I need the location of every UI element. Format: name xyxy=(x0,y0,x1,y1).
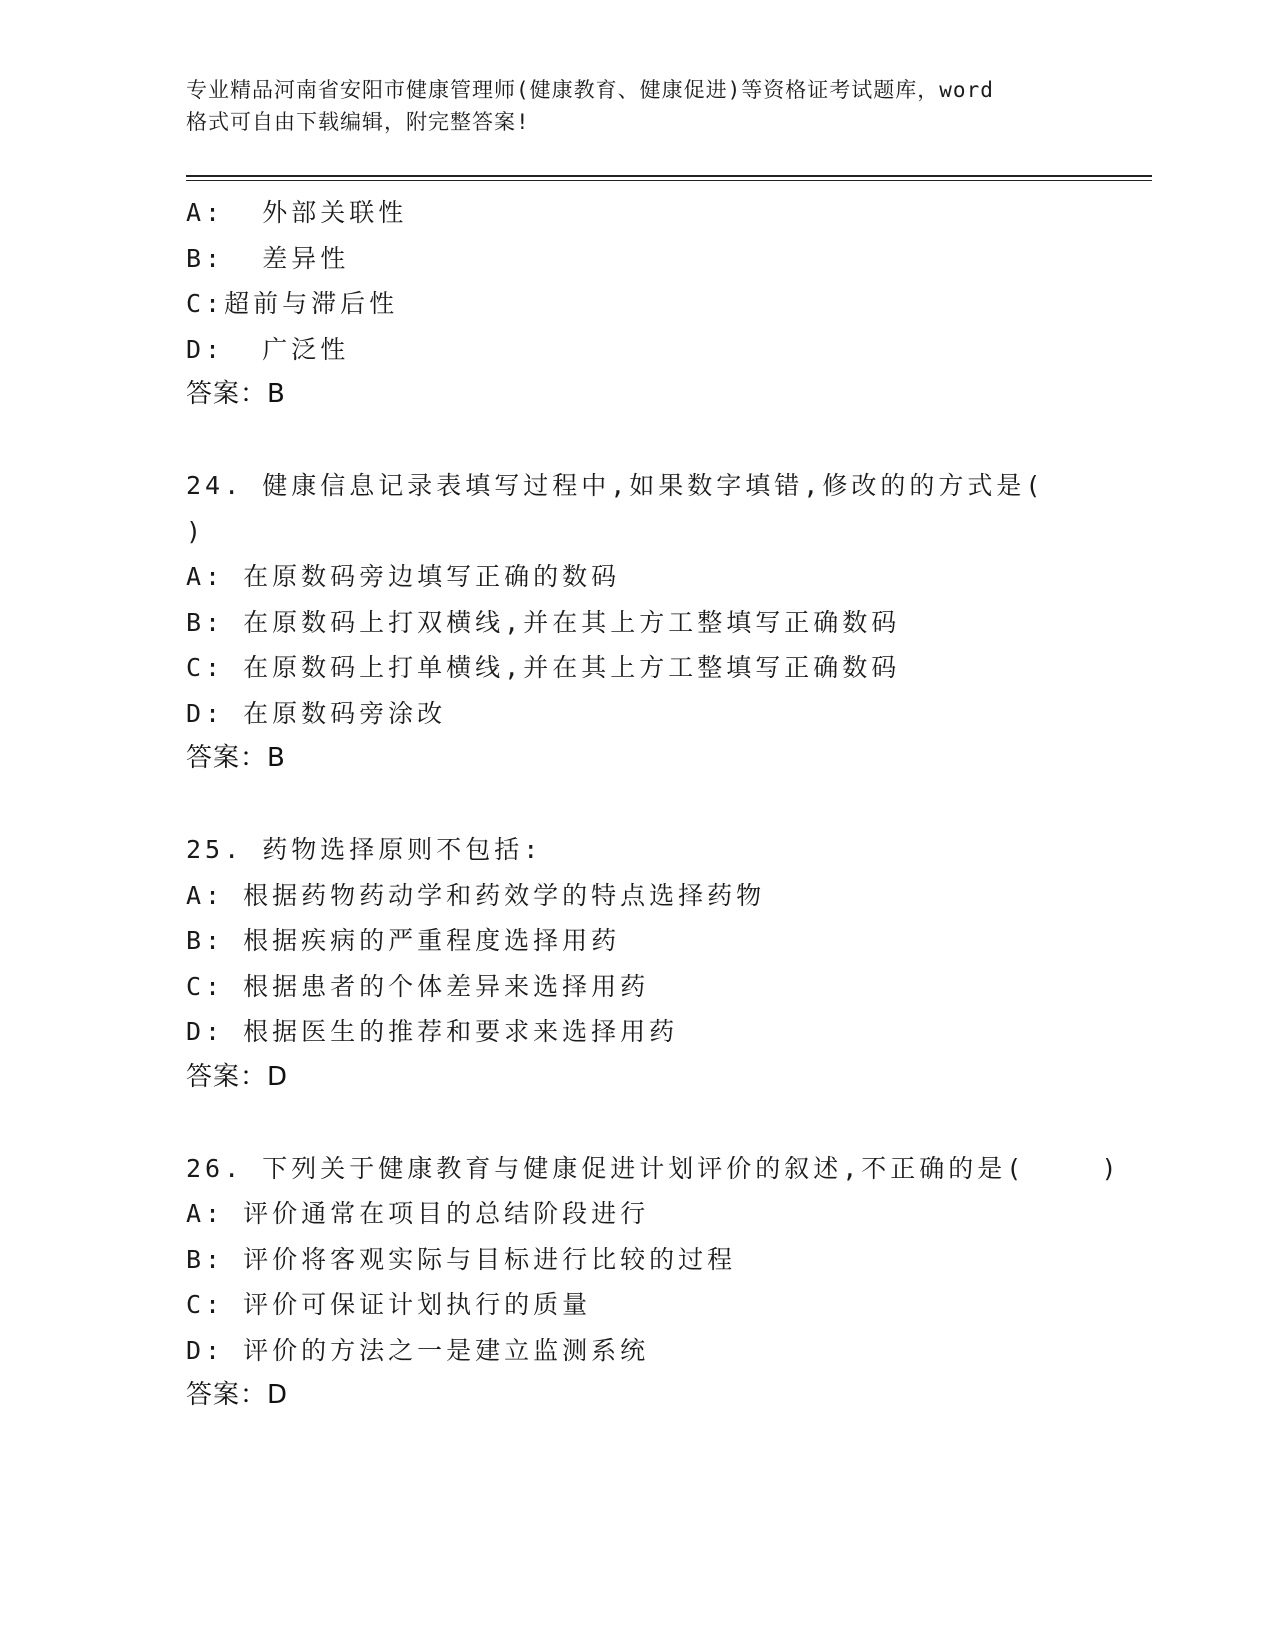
option-text: 外部关联性 xyxy=(224,198,408,227)
option-b xyxy=(186,918,1126,964)
option-d xyxy=(186,1009,1126,1055)
option-text: 根据患者的个体差异来选择用药 xyxy=(243,971,650,1001)
answer-line: 答案：B xyxy=(186,379,286,409)
option-d xyxy=(186,327,1126,373)
option-b xyxy=(186,236,1126,282)
question-stem xyxy=(186,827,1126,873)
spacer xyxy=(186,782,1126,828)
question-stem xyxy=(186,463,1126,509)
question-25 xyxy=(186,827,1126,1100)
option-c xyxy=(186,281,1126,327)
question-24 xyxy=(186,463,1126,782)
option-text: 评价可保证计划执行的质量 xyxy=(243,1290,592,1319)
option-letter: D: xyxy=(186,1017,225,1046)
option-c xyxy=(186,645,1126,691)
header-rule-thick xyxy=(186,175,1152,177)
option-letter: A: xyxy=(186,880,225,910)
option-letter: D: xyxy=(186,698,225,728)
answer-line: 答案：D xyxy=(186,1061,289,1092)
question-23 xyxy=(186,190,1126,418)
spacer xyxy=(186,1100,1126,1146)
option-letter: C: xyxy=(186,289,225,318)
question-stem-text: 下列关于健康教育与健康促进计划评价的叙述,不正确的是( ) xyxy=(262,1153,1121,1183)
answer-line: 答案：D xyxy=(186,1380,289,1410)
question-number: 24. xyxy=(186,471,244,500)
question-stem-text: 药物选择原则不包括: xyxy=(262,835,543,864)
answer-line: 答案：B xyxy=(186,743,286,773)
spacer xyxy=(186,418,1126,464)
question-number: 26. xyxy=(186,1153,244,1183)
option-text: 在原数码旁涂改 xyxy=(243,698,447,728)
question-stem xyxy=(186,1146,1126,1192)
option-text: 在原数码旁边填写正确的数码 xyxy=(243,562,621,591)
option-letter: A: xyxy=(186,1199,225,1228)
option-a xyxy=(186,554,1126,600)
question-stem-continued: ) xyxy=(186,516,206,546)
document-header xyxy=(186,74,1086,138)
option-letter: B: xyxy=(186,1244,225,1274)
option-d xyxy=(186,1328,1126,1374)
option-letter: C: xyxy=(186,971,225,1001)
header-line-2: 格式可自由下载编辑，附完整答案! xyxy=(186,110,530,134)
option-text: 评价的方法之一是建立监测系统 xyxy=(243,1335,650,1365)
option-text: 评价将客观实际与目标进行比较的过程 xyxy=(243,1244,737,1274)
option-text: 评价通常在项目的总结阶段进行 xyxy=(243,1199,650,1228)
option-c xyxy=(186,1282,1126,1328)
option-letter: B: xyxy=(186,607,225,637)
header-rule-thin xyxy=(186,180,1152,181)
option-letter: A: xyxy=(186,198,225,227)
option-d xyxy=(186,691,1126,737)
option-text: 根据医生的推荐和要求来选择用药 xyxy=(243,1017,679,1046)
option-letter: C: xyxy=(186,653,225,682)
option-text: 根据疾病的严重程度选择用药 xyxy=(243,926,621,955)
option-text: 超前与滞后性 xyxy=(224,289,399,318)
option-text: 在原数码上打双横线,并在其上方工整填写正确数码 xyxy=(243,607,901,637)
option-letter: A: xyxy=(186,562,225,591)
option-b xyxy=(186,1237,1126,1283)
question-stem-text: 健康信息记录表填写过程中,如果数字填错,修改的的方式是( xyxy=(262,471,1045,500)
option-b xyxy=(186,600,1126,646)
option-text: 在原数码上打单横线,并在其上方工整填写正确数码 xyxy=(243,653,901,682)
question-number: 25. xyxy=(186,835,244,864)
option-letter: C: xyxy=(186,1290,225,1319)
option-c xyxy=(186,964,1126,1010)
option-text: 差异性 xyxy=(224,243,350,273)
question-list xyxy=(186,190,1126,1419)
header-line-1: 专业精品河南省安阳市健康管理师(健康教育、健康促进)等资格证考试题库，word xyxy=(186,78,994,102)
option-letter: D: xyxy=(186,334,225,364)
question-26 xyxy=(186,1146,1126,1419)
option-text: 广泛性 xyxy=(224,334,350,364)
option-letter: D: xyxy=(186,1335,225,1365)
option-letter: B: xyxy=(186,926,225,955)
option-a xyxy=(186,1191,1126,1237)
option-text: 根据药物药动学和药效学的特点选择药物 xyxy=(243,880,766,910)
option-letter: B: xyxy=(186,243,225,273)
option-a xyxy=(186,873,1126,919)
option-a xyxy=(186,190,1126,236)
